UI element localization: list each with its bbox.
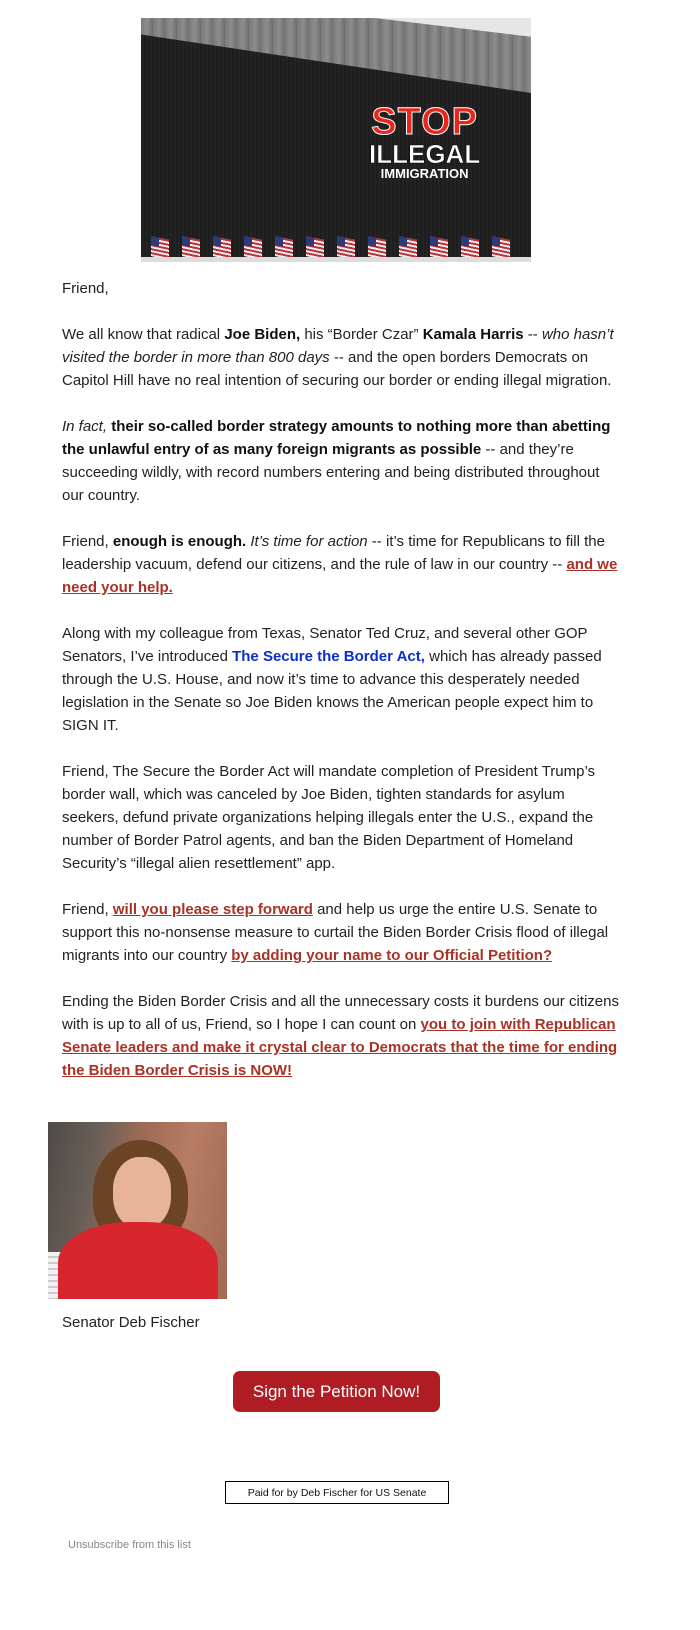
italic-text: It’s time for action (250, 533, 368, 550)
text: Friend, (62, 901, 113, 918)
logo-line2: IMMIGRATION (380, 166, 469, 181)
paragraph-8 (62, 990, 620, 1082)
senator-photo (48, 1122, 227, 1299)
bold-text: enough is enough. (112, 533, 247, 550)
sign-petition-button[interactable]: Sign the Petition Now! (233, 1371, 440, 1412)
help-link[interactable]: and we need your help. (62, 556, 618, 596)
hero-image (141, 18, 531, 262)
bold-text: Joe Biden, (224, 326, 301, 343)
face (113, 1157, 171, 1229)
text: his “Border Czar” (300, 326, 423, 343)
text: -- (523, 326, 542, 343)
italic-text: who hasn’t visited the border in more than 800 days (62, 326, 614, 366)
unsubscribe-link[interactable]: Unsubscribe from this list (68, 1539, 191, 1551)
text: and help us urge the entire U.S. Senate to support this no-nonsense measure to curtail the Biden Border Crisis flood of illegal migrants into our country (62, 901, 609, 964)
paragraph-5 (62, 622, 620, 737)
text: Along with my colleague from Texas, Senator Ted Cruz, and several other GOP Senators, I’ve introduced (62, 625, 588, 665)
text: -- and they’re succeeding wildly, with record numbers entering and being distributed throughout our country. (62, 441, 600, 504)
bold-text: their so-called border strategy amounts to nothing more than abetting the unlawful entry of as many foreign migrants as possible (62, 418, 611, 458)
step-forward-link[interactable]: will you please step forward (112, 901, 313, 918)
logo-stop: STOP (371, 101, 478, 143)
text: which has already passed through the U.S. House, and now it’s time to advance this desperately needed legislation in the Senate so Joe Biden knows the American people expect him to SIGN IT. (62, 648, 602, 734)
flags-row (151, 226, 531, 260)
vest (58, 1222, 218, 1299)
text: We all know that radical (62, 326, 225, 343)
text: Friend, (62, 533, 113, 550)
paragraph-4 (62, 530, 620, 599)
secure-border-act-link[interactable]: The Secure the Border Act, (232, 648, 425, 665)
signature-caption: Senator Deb Fischer (62, 1314, 200, 1331)
bold-text: Kamala Harris (422, 326, 524, 343)
logo-line1: ILLEGAL (369, 139, 481, 169)
email-body (62, 277, 620, 1105)
paragraph-2 (62, 323, 620, 392)
paragraph-3 (62, 415, 620, 507)
ground (141, 257, 531, 262)
text: Ending the Biden Border Crisis and all the unnecessary costs it burdens our citizens with is up to all of us, Friend, so I hope I can count on (62, 993, 619, 1033)
greeting: Friend, (62, 280, 109, 297)
italic-text: In fact, (62, 418, 108, 435)
text: -- and the open borders Democrats on Capitol Hill have no real intention of securing our border or ending illegal migration. (62, 349, 612, 389)
paragraph-6: Friend, The Secure the Border Act will mandate completion of President Trump’s border wall, which was canceled by Joe Biden, tighten standards for asylum seekers, defund private organizations helping illegals enter the U.S., expand the number of Border Patrol agents, and ban the Biden Department of Homeland Security’s “illegal alien resettlement” app. (62, 763, 596, 872)
petition-link[interactable]: by adding your name to our Official Petition? (231, 947, 553, 964)
paid-for-disclaimer: Paid for by Deb Fischer for US Senate (225, 1481, 449, 1504)
join-link[interactable]: you to join with Republican Senate leaders and make it crystal clear to Democrats that the time for ending the Biden Border Crisis is NOW! (62, 1016, 618, 1079)
text: -- it’s time for Republicans to fill the leadership vacuum, defend our citizens, and the rule of law in our country -- (62, 533, 605, 573)
stop-illegal-immigration-logo (369, 103, 480, 180)
paragraph-7 (62, 898, 620, 967)
